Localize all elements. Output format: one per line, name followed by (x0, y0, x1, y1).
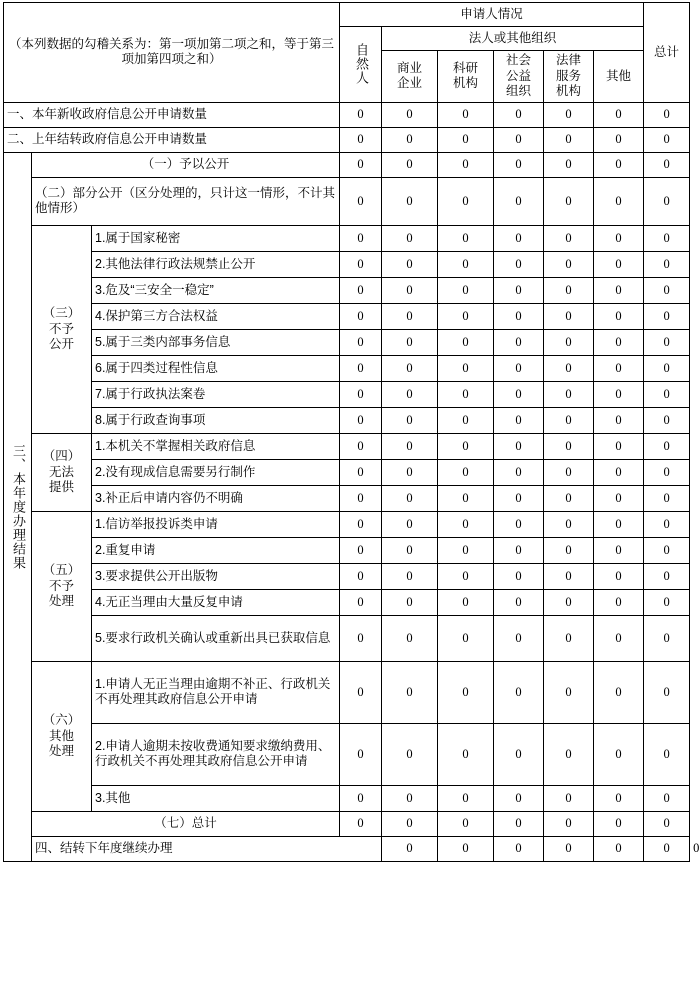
cell-g7-legal: 0 (544, 811, 594, 836)
cell-g3-1-commercial: 0 (382, 251, 438, 277)
cell-g3-3-welfare: 0 (494, 303, 544, 329)
cell-g5-4-legal: 0 (544, 615, 594, 661)
total-column-header (644, 3, 690, 103)
cell-one-legal: 0 (544, 102, 594, 127)
cell-g6-2-welfare: 0 (494, 785, 544, 811)
cell-g3-5-legal: 0 (544, 355, 594, 381)
cell-g4-1-total: 0 (644, 459, 690, 485)
cell-g3-0-legal: 0 (544, 225, 594, 251)
cell-g5-1-natural: 0 (340, 537, 382, 563)
group-label-3: （三） 不予 公开 (32, 225, 92, 433)
cell-g5-2-research: 0 (438, 563, 494, 589)
cell-g6-0-commercial: 0 (382, 661, 438, 723)
cell-g7-welfare: 0 (494, 811, 544, 836)
cell-g1-commercial: 0 (382, 152, 438, 177)
cell-g3-4-natural: 0 (340, 329, 382, 355)
cell-two-natural: 0 (340, 127, 382, 152)
cell-g2-other: 0 (594, 177, 644, 225)
cell-g3-1-research: 0 (438, 251, 494, 277)
table-row-section-four: 四、结转下年度继续办理 0 0 0 0 0 0 0 (4, 836, 690, 861)
item-label-g4-0: 1.本机关不掌握相关政府信息 (92, 433, 340, 459)
item-label-g5-1: 2.重复申请 (92, 537, 340, 563)
cell-g1-research: 0 (438, 152, 494, 177)
cell-g3-1-natural: 0 (340, 251, 382, 277)
cell-g3-7-natural: 0 (340, 407, 382, 433)
cell-g4-2-legal: 0 (544, 485, 594, 511)
cell-g6-2-commercial: 0 (382, 785, 438, 811)
cell-g5-3-legal: 0 (544, 589, 594, 615)
cell-g2-research: 0 (438, 177, 494, 225)
cell-g6-0-other: 0 (594, 661, 644, 723)
cell-g3-5-natural: 0 (340, 355, 382, 381)
group-label-7: （七）总计 (32, 811, 340, 836)
cell-g3-4-research: 0 (438, 329, 494, 355)
cell-g3-2-research: 0 (438, 277, 494, 303)
cell-g5-3-welfare: 0 (494, 589, 544, 615)
cell-g5-4-commercial: 0 (382, 615, 438, 661)
cell-g4-0-research: 0 (438, 433, 494, 459)
cell-g2-natural: 0 (340, 177, 382, 225)
cell-four-natural: 0 (382, 836, 438, 861)
cell-g3-7-welfare: 0 (494, 407, 544, 433)
item-label-g5-0: 1.信访举报投诉类申请 (92, 511, 340, 537)
applicant-situation-header: 申请人情况 (340, 3, 644, 27)
item-label-g3-2: 3.危及“三安全一稳定” (92, 277, 340, 303)
total-column-label: 总计 (654, 44, 680, 59)
cell-g5-2-natural: 0 (340, 563, 382, 589)
cell-g4-0-welfare: 0 (494, 433, 544, 459)
cell-g3-4-total: 0 (644, 329, 690, 355)
cell-g6-0-legal: 0 (544, 661, 594, 723)
item-label-g3-0: 1.属于国家秘密 (92, 225, 340, 251)
cell-g4-0-other: 0 (594, 433, 644, 459)
table-row-g5-4 (4, 615, 690, 661)
cell-one-total: 0 (644, 102, 690, 127)
cell-g4-1-other: 0 (594, 459, 644, 485)
cell-four-research: 0 (494, 836, 544, 861)
cell-g5-1-total: 0 (644, 537, 690, 563)
cell-g1-total: 0 (644, 152, 690, 177)
cell-g5-3-total: 0 (644, 589, 690, 615)
cell-g5-0-commercial: 0 (382, 511, 438, 537)
cell-g4-2-welfare: 0 (494, 485, 544, 511)
cell-g4-1-legal: 0 (544, 459, 594, 485)
cell-one-commercial: 0 (382, 102, 438, 127)
cell-g3-3-research: 0 (438, 303, 494, 329)
col-header-legal-service: 法律 服务 机构 (544, 51, 594, 103)
row-label-section-two: 二、上年结转政府信息公开申请数量 (4, 127, 340, 152)
header-row-1 (4, 3, 690, 27)
item-label-g6-0: 1.申请人无正当理由逾期不补正、行政机关不再处理其政府信息公开申请 (92, 661, 340, 723)
cell-g6-0-natural: 0 (340, 661, 382, 723)
cell-g3-7-legal: 0 (544, 407, 594, 433)
group-label-5: （五） 不予 处理 (32, 511, 92, 661)
cell-g7-natural: 0 (340, 811, 382, 836)
natural-person-header (340, 27, 382, 103)
cell-g6-1-welfare: 0 (494, 723, 544, 785)
table-row-g3-1 (4, 251, 690, 277)
cell-two-legal: 0 (544, 127, 594, 152)
cell-g4-1-natural: 0 (340, 459, 382, 485)
legal-org-header: 法人或其他组织 (382, 27, 644, 51)
cell-g5-0-natural: 0 (340, 511, 382, 537)
cell-g5-1-legal: 0 (544, 537, 594, 563)
table-row-g4-0 (4, 433, 690, 459)
cell-g7-other: 0 (594, 811, 644, 836)
item-label-g5-2: 3.要求提供公开出版物 (92, 563, 340, 589)
cell-g3-5-other: 0 (594, 355, 644, 381)
cell-g6-2-research: 0 (438, 785, 494, 811)
cell-g3-5-research: 0 (438, 355, 494, 381)
cell-g5-2-welfare: 0 (494, 563, 544, 589)
cell-g1-natural: 0 (340, 152, 382, 177)
item-label-g3-5: 6.属于四类过程性信息 (92, 355, 340, 381)
cell-g3-5-commercial: 0 (382, 355, 438, 381)
cell-g6-1-natural: 0 (340, 723, 382, 785)
table-row-g3-4 (4, 329, 690, 355)
cell-g2-welfare: 0 (494, 177, 544, 225)
cell-g6-1-legal: 0 (544, 723, 594, 785)
cell-g4-0-total: 0 (644, 433, 690, 459)
statistics-table (3, 2, 699, 862)
cell-g5-2-commercial: 0 (382, 563, 438, 589)
cell-g3-2-legal: 0 (544, 277, 594, 303)
cell-g6-2-total: 0 (644, 785, 690, 811)
cell-g3-0-natural: 0 (340, 225, 382, 251)
cell-g6-2-natural: 0 (340, 785, 382, 811)
cell-g3-1-total: 0 (644, 251, 690, 277)
cell-g5-4-other: 0 (594, 615, 644, 661)
cell-g5-3-commercial: 0 (382, 589, 438, 615)
item-label-g3-1: 2.其他法律行政法规禁止公开 (92, 251, 340, 277)
cell-g1-welfare: 0 (494, 152, 544, 177)
cell-g4-1-commercial: 0 (382, 459, 438, 485)
cell-g3-0-commercial: 0 (382, 225, 438, 251)
cell-g5-3-other: 0 (594, 589, 644, 615)
table-row-g5-1 (4, 537, 690, 563)
cell-g3-0-other: 0 (594, 225, 644, 251)
cell-g7-total: 0 (644, 811, 690, 836)
cell-g4-0-legal: 0 (544, 433, 594, 459)
col-header-research: 科研 机构 (438, 51, 494, 103)
cell-g3-6-welfare: 0 (494, 381, 544, 407)
row-label-section-one: 一、本年新收政府信息公开申请数量 (4, 102, 340, 127)
table-row-g3-3 (4, 303, 690, 329)
cell-g3-7-other: 0 (594, 407, 644, 433)
item-label-g3-6: 7.属于行政执法案卷 (92, 381, 340, 407)
cell-g3-1-other: 0 (594, 251, 644, 277)
table-row-g4-2 (4, 485, 690, 511)
cell-g5-0-total: 0 (644, 511, 690, 537)
cell-g6-2-other: 0 (594, 785, 644, 811)
cell-g7-commercial: 0 (382, 811, 438, 836)
cell-g4-2-other: 0 (594, 485, 644, 511)
group-label-2: （二）部分公开（区分处理的，只计这一情形，不计其他情形） (32, 177, 340, 225)
cell-g3-2-commercial: 0 (382, 277, 438, 303)
cell-g5-3-natural: 0 (340, 589, 382, 615)
cell-g5-0-other: 0 (594, 511, 644, 537)
item-label-g6-1: 2.申请人逾期未按收费通知要求缴纳费用、行政机关不再处理其政府信息公开申请 (92, 723, 340, 785)
item-label-g4-2: 3.补正后申请内容仍不明确 (92, 485, 340, 511)
cell-g3-0-welfare: 0 (494, 225, 544, 251)
cell-four-welfare: 0 (544, 836, 594, 861)
cell-g3-7-research: 0 (438, 407, 494, 433)
table-row-g3-0 (4, 225, 690, 251)
cell-g1-legal: 0 (544, 152, 594, 177)
row-label-section-four: 四、结转下年度继续办理 (32, 836, 382, 861)
cell-one-welfare: 0 (494, 102, 544, 127)
table-row-group-7 (4, 811, 690, 836)
cell-g4-0-commercial: 0 (382, 433, 438, 459)
col-header-public-welfare: 社会 公益 组织 (494, 51, 544, 103)
cell-g5-0-welfare: 0 (494, 511, 544, 537)
table-row-group-1 (4, 152, 690, 177)
cell-g5-2-total: 0 (644, 563, 690, 589)
col-header-other: 其他 (594, 51, 644, 103)
cell-g5-4-total: 0 (644, 615, 690, 661)
cell-four-other: 0 (644, 836, 690, 861)
cell-two-welfare: 0 (494, 127, 544, 152)
cell-g3-3-natural: 0 (340, 303, 382, 329)
row-label-section-three (4, 152, 32, 861)
corner-note: （本列数据的勾稽关系为：第一项加第二项之和，等于第三项加第四项之和） (4, 3, 340, 103)
cell-g3-0-research: 0 (438, 225, 494, 251)
cell-g4-2-total: 0 (644, 485, 690, 511)
cell-one-research: 0 (438, 102, 494, 127)
cell-g4-2-commercial: 0 (382, 485, 438, 511)
cell-g3-5-welfare: 0 (494, 355, 544, 381)
cell-g4-2-natural: 0 (340, 485, 382, 511)
cell-g3-2-welfare: 0 (494, 277, 544, 303)
cell-g3-7-total: 0 (644, 407, 690, 433)
cell-g4-0-natural: 0 (340, 433, 382, 459)
cell-g5-4-natural: 0 (340, 615, 382, 661)
cell-g6-1-commercial: 0 (382, 723, 438, 785)
cell-g3-3-commercial: 0 (382, 303, 438, 329)
table-row-g6-1 (4, 723, 690, 785)
cell-g3-3-legal: 0 (544, 303, 594, 329)
item-label-g3-3: 4.保护第三方合法权益 (92, 303, 340, 329)
table-row-g3-6 (4, 381, 690, 407)
cell-g5-2-other: 0 (594, 563, 644, 589)
cell-one-natural: 0 (340, 102, 382, 127)
cell-g5-1-welfare: 0 (494, 537, 544, 563)
cell-g5-4-welfare: 0 (494, 615, 544, 661)
table-row-g4-1 (4, 459, 690, 485)
group-label-6: （六） 其他 处理 (32, 661, 92, 811)
cell-g5-3-research: 0 (438, 589, 494, 615)
cell-g6-0-research: 0 (438, 661, 494, 723)
table-row-section-two (4, 127, 690, 152)
cell-g6-0-total: 0 (644, 661, 690, 723)
cell-g4-1-research: 0 (438, 459, 494, 485)
col-header-commercial: 商业 企业 (382, 51, 438, 103)
table-row-section-one (4, 102, 690, 127)
cell-g3-1-welfare: 0 (494, 251, 544, 277)
cell-g5-2-legal: 0 (544, 563, 594, 589)
natural-person-label: 自然人 (353, 43, 369, 86)
cell-g2-legal: 0 (544, 177, 594, 225)
cell-g3-6-other: 0 (594, 381, 644, 407)
cell-g3-6-commercial: 0 (382, 381, 438, 407)
cell-g3-6-legal: 0 (544, 381, 594, 407)
cell-g3-1-legal: 0 (544, 251, 594, 277)
item-label-g5-3: 4.无正当理由大量反复申请 (92, 589, 340, 615)
cell-g3-4-commercial: 0 (382, 329, 438, 355)
table-row-g3-7 (4, 407, 690, 433)
table-row-g5-2 (4, 563, 690, 589)
table-row-g5-0 (4, 511, 690, 537)
cell-four-commercial: 0 (438, 836, 494, 861)
cell-g4-1-welfare: 0 (494, 459, 544, 485)
table-row-group-2 (4, 177, 690, 225)
cell-g2-total: 0 (644, 177, 690, 225)
cell-g3-6-total: 0 (644, 381, 690, 407)
cell-four-legal: 0 (594, 836, 644, 861)
cell-g5-1-research: 0 (438, 537, 494, 563)
section-three-label: 三、本年度办理结果 (10, 443, 26, 570)
table-row-g5-3 (4, 589, 690, 615)
cell-g3-6-natural: 0 (340, 381, 382, 407)
cell-g3-2-natural: 0 (340, 277, 382, 303)
cell-g2-commercial: 0 (382, 177, 438, 225)
cell-g6-2-legal: 0 (544, 785, 594, 811)
cell-two-research: 0 (438, 127, 494, 152)
cell-g3-4-legal: 0 (544, 329, 594, 355)
cell-two-commercial: 0 (382, 127, 438, 152)
table-row-g6-0 (4, 661, 690, 723)
cell-g5-4-research: 0 (438, 615, 494, 661)
table-row-g3-5 (4, 355, 690, 381)
cell-g3-2-total: 0 (644, 277, 690, 303)
cell-g6-1-total: 0 (644, 723, 690, 785)
cell-g5-0-research: 0 (438, 511, 494, 537)
cell-g7-research: 0 (438, 811, 494, 836)
cell-g3-2-other: 0 (594, 277, 644, 303)
cell-g3-3-other: 0 (594, 303, 644, 329)
cell-two-other: 0 (594, 127, 644, 152)
item-label-g4-1: 2.没有现成信息需要另行制作 (92, 459, 340, 485)
cell-g5-1-commercial: 0 (382, 537, 438, 563)
cell-g6-0-welfare: 0 (494, 661, 544, 723)
cell-g4-2-research: 0 (438, 485, 494, 511)
cell-g6-1-research: 0 (438, 723, 494, 785)
cell-g6-1-other: 0 (594, 723, 644, 785)
item-label-g6-2: 3.其他 (92, 785, 340, 811)
item-label-g3-7: 8.属于行政查询事项 (92, 407, 340, 433)
table-row-g3-2 (4, 277, 690, 303)
cell-g3-0-total: 0 (644, 225, 690, 251)
cell-g3-3-total: 0 (644, 303, 690, 329)
cell-g1-other: 0 (594, 152, 644, 177)
cell-g5-0-legal: 0 (544, 511, 594, 537)
group-label-4: （四） 无法 提供 (32, 433, 92, 511)
item-label-g5-4: 5.要求行政机关确认或重新出具已获取信息 (92, 615, 340, 661)
table-row-g6-2 (4, 785, 690, 811)
group-label-1: （一）予以公开 (32, 152, 340, 177)
cell-one-other: 0 (594, 102, 644, 127)
cell-g3-7-commercial: 0 (382, 407, 438, 433)
cell-g3-4-welfare: 0 (494, 329, 544, 355)
cell-two-total: 0 (644, 127, 690, 152)
cell-g3-4-other: 0 (594, 329, 644, 355)
cell-g5-1-other: 0 (594, 537, 644, 563)
item-label-g3-4: 5.属于三类内部事务信息 (92, 329, 340, 355)
cell-g3-6-research: 0 (438, 381, 494, 407)
cell-g3-5-total: 0 (644, 355, 690, 381)
